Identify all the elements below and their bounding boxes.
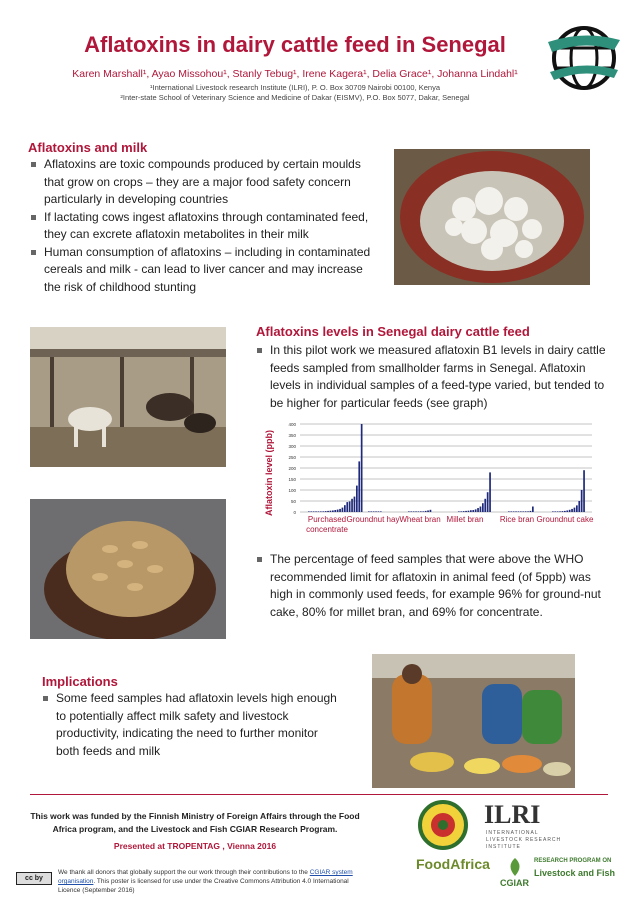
chart-bar bbox=[408, 511, 410, 512]
foodafrica-logo: FoodAfrica bbox=[416, 856, 490, 872]
author-list: Karen Marshall¹, Ayao Missohou¹, Stanly Tebug¹, Irene Kagera¹, Delia Grace¹, Johanna Lindahl¹ bbox=[72, 68, 518, 80]
chart-bar bbox=[484, 499, 486, 512]
heading-aflatoxin-levels: Aflatoxins levels in Senegal dairy cattle feed bbox=[256, 324, 530, 339]
chart-bar bbox=[554, 511, 556, 512]
list-item: Some feed samples had aflatoxin levels high enough to potentially affect milk safety and livestock productivity, indicating the need to further monitor both feeds and milk bbox=[42, 690, 342, 760]
chart-bar bbox=[571, 509, 573, 512]
cgiar-program-label: RESEARCH PROGRAM ON bbox=[534, 858, 612, 864]
implications-bullet-list bbox=[42, 690, 342, 760]
chart-bar bbox=[465, 511, 467, 512]
chart-bar bbox=[552, 511, 554, 512]
chart-bar bbox=[325, 511, 327, 512]
chart-bar bbox=[562, 511, 564, 512]
chart-bar bbox=[520, 511, 522, 512]
chart-bar bbox=[418, 511, 420, 512]
chart-bar bbox=[320, 511, 322, 512]
chart-bar bbox=[460, 511, 462, 512]
chart-y-axis-label: Aflatoxin level (ppb) bbox=[264, 430, 274, 517]
chart-bar bbox=[318, 511, 320, 512]
cgiar-program-name: Livestock and Fish bbox=[534, 868, 616, 878]
levels-bullet-list-2 bbox=[256, 551, 612, 621]
chart-bar bbox=[378, 511, 380, 512]
chart-bar bbox=[458, 511, 460, 512]
chart-bar bbox=[525, 511, 527, 512]
chart-bar bbox=[339, 509, 341, 512]
chart-bar bbox=[427, 510, 429, 512]
chart-bar bbox=[480, 507, 482, 513]
chart-bar bbox=[564, 511, 566, 512]
y-tick-label: 300 bbox=[288, 444, 296, 449]
levels-bullet-list-1 bbox=[256, 342, 606, 412]
chart-bar bbox=[576, 505, 578, 512]
poster-title: Aflatoxins in dairy cattle feed in Senegal bbox=[84, 32, 506, 57]
chart-bar bbox=[346, 502, 348, 512]
chart-bar bbox=[518, 511, 520, 512]
cgiar-logo: CGIAR bbox=[500, 878, 529, 888]
chart-bar bbox=[380, 511, 382, 512]
chart-bar bbox=[308, 511, 310, 512]
chart-bar bbox=[557, 511, 559, 512]
feed-bowl-photo bbox=[394, 149, 590, 285]
list-item: Human consumption of aflatoxins – including in contaminated cereals and milk - can lead to liver cancer and may increase the risk of childhood stunting bbox=[30, 244, 380, 297]
chart-bar bbox=[569, 510, 571, 512]
chart-bar bbox=[578, 501, 580, 512]
funding-statement: This work was funded by the Finnish Ministry of Foreign Affairs through the Food Africa program, and the Livestock and Fish CGIAR Research Program. bbox=[30, 811, 360, 834]
chart-bar bbox=[472, 510, 474, 512]
ilri-logo-subtitle: INTERNATIONAL LIVESTOCK RESEARCH INSTITUTE bbox=[486, 830, 562, 850]
thanks-text-start: We thank all donors that globally support the our work through their contributions to the bbox=[58, 869, 310, 876]
chart-bar bbox=[349, 501, 351, 512]
chart-bar bbox=[468, 511, 470, 512]
globe-logo-icon bbox=[544, 20, 624, 92]
chart-bar bbox=[375, 511, 377, 512]
chart-bar bbox=[581, 490, 583, 512]
footer-divider bbox=[30, 794, 608, 795]
chart-bar bbox=[583, 470, 585, 512]
chart-bar bbox=[337, 510, 339, 512]
chart-bar bbox=[327, 511, 329, 512]
chart-bar bbox=[370, 511, 372, 512]
chart-bar bbox=[489, 472, 491, 512]
cgiar-leaf-icon bbox=[504, 856, 526, 878]
chart-bar bbox=[530, 511, 532, 512]
y-tick-label: 0 bbox=[293, 510, 296, 515]
chart-bar bbox=[368, 511, 370, 512]
chart-bar bbox=[477, 508, 479, 512]
chart-bar bbox=[413, 511, 415, 512]
chart-bar bbox=[482, 503, 484, 512]
chart-bar bbox=[422, 511, 424, 512]
chart-bar bbox=[356, 486, 358, 512]
pellets-hand-photo bbox=[30, 499, 226, 639]
thanks-text-end: . This poster is licensed for use under the Creative Commons Attribution 4.0 International Licence (September 2016) bbox=[58, 878, 349, 894]
x-tick-label: Purchased concentrate bbox=[306, 515, 348, 534]
affiliation-eismv: ²Inter-state School of Veterinary Science and Medicine of Dakar (EISMV), P.O. Box 5077, Dakar, Senegal bbox=[120, 93, 470, 102]
market-photo bbox=[372, 654, 575, 788]
y-tick-label: 350 bbox=[288, 433, 296, 438]
x-tick-label: Groundnut cake bbox=[536, 515, 594, 524]
chart-bar bbox=[559, 511, 561, 512]
y-tick-label: 400 bbox=[288, 422, 296, 427]
heading-implications: Implications bbox=[42, 674, 118, 689]
chart-bar bbox=[515, 511, 517, 512]
chart-bar bbox=[344, 505, 346, 512]
x-tick-label: Rice bran bbox=[499, 515, 535, 524]
chart-bar bbox=[334, 510, 336, 512]
chart-bar bbox=[487, 492, 489, 512]
chart-bar bbox=[351, 499, 353, 512]
presented-at: Presented at TROPENTAG , Vienna 2016 bbox=[113, 841, 277, 851]
chart-bar bbox=[410, 511, 412, 512]
list-item: The percentage of feed samples that were above the WHO recommended limit for aflatoxin in animal feed (of 5ppb) was high in commonly used feeds, for example 96% for ground-nut cake, 80% for millet bran, and 69% for concentrate. bbox=[256, 551, 612, 621]
heading-aflatoxins-milk: Aflatoxins and milk bbox=[28, 140, 148, 155]
chart-bar bbox=[425, 511, 427, 512]
chart-bar bbox=[358, 461, 360, 512]
chart-bar bbox=[310, 511, 312, 512]
chart-bar bbox=[361, 424, 363, 512]
y-tick-label: 50 bbox=[290, 499, 296, 504]
chart-bar bbox=[522, 511, 524, 512]
chart-bar bbox=[463, 511, 465, 512]
chart-bar bbox=[373, 511, 375, 512]
chart-bar bbox=[415, 511, 417, 512]
x-tick-label: Wheat bran bbox=[399, 515, 441, 524]
chart-bar bbox=[574, 508, 576, 512]
chart-bar bbox=[332, 510, 334, 512]
list-item: In this pilot work we measured aflatoxin B1 levels in dairy cattle feeds sampled from smallholder farms in Senegal. Aflatoxin levels in individual samples of a feed-type varied, but tended to be higher for particular feeds (see graph) bbox=[256, 342, 606, 412]
cgiar-link[interactable]: CGIAR system organisation bbox=[58, 869, 353, 885]
dairy-cows-photo bbox=[30, 327, 226, 467]
chart-bar bbox=[430, 510, 432, 512]
chart-bar bbox=[330, 511, 332, 512]
chart-bar bbox=[322, 511, 324, 512]
y-tick-label: 250 bbox=[288, 455, 296, 460]
chart-bar bbox=[566, 510, 568, 512]
chart-bar bbox=[532, 507, 534, 513]
chart-bar bbox=[475, 509, 477, 512]
chart-bar bbox=[510, 511, 512, 512]
chart-bar bbox=[420, 511, 422, 512]
x-tick-label: Millet bran bbox=[446, 515, 484, 524]
acknowledgement-text bbox=[58, 868, 358, 895]
chart-bar bbox=[315, 511, 317, 512]
y-tick-label: 100 bbox=[288, 488, 296, 493]
affiliation-ilri: ¹International Livestock research Institute (ILRI), P. O. Box 30709 Nairobi 00100, Kenya bbox=[149, 83, 441, 92]
list-item: If lactating cows ingest aflatoxins through contaminated feed, they can excrete aflatoxin metabolites in their milk bbox=[30, 209, 380, 244]
y-tick-label: 150 bbox=[288, 477, 296, 482]
chart-bar bbox=[470, 510, 472, 512]
milk-bullet-list bbox=[30, 156, 380, 296]
x-tick-label: Groundnut hay bbox=[346, 515, 400, 524]
eismv-seal-icon bbox=[414, 800, 472, 850]
chart-bar bbox=[342, 508, 344, 512]
ilri-logo: ILRI bbox=[484, 800, 541, 829]
chart-bar bbox=[508, 511, 510, 512]
chart-bar bbox=[513, 511, 515, 512]
cc-license-badge: cc by bbox=[16, 872, 52, 885]
list-item: Aflatoxins are toxic compounds produced by certain moulds that grow on crops – they are a major food safety concern particularly in developing countries bbox=[30, 156, 380, 209]
chart-bar bbox=[527, 511, 529, 512]
chart-bar bbox=[354, 497, 356, 512]
y-tick-label: 200 bbox=[288, 466, 296, 471]
chart-bar bbox=[313, 511, 315, 512]
